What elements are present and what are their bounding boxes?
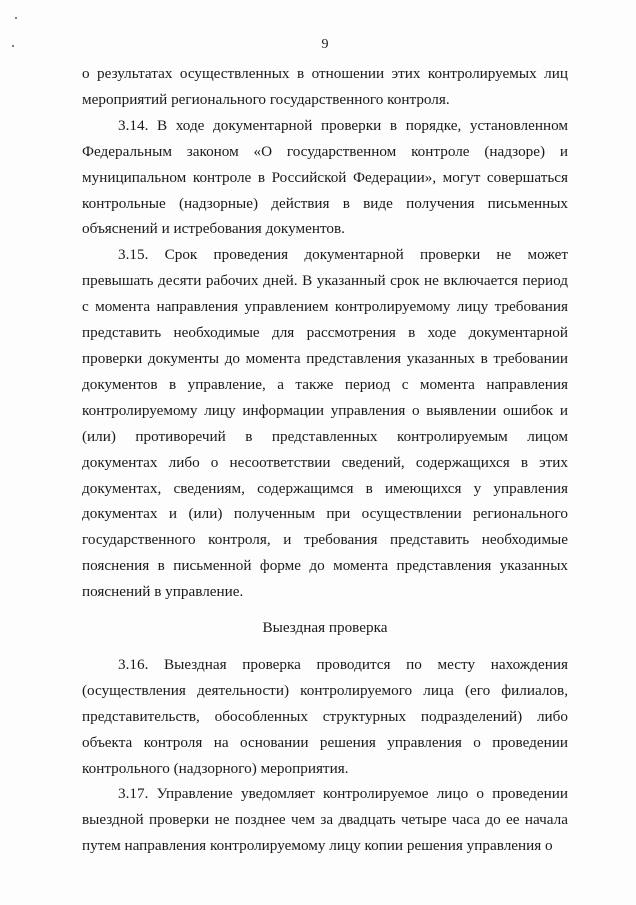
section-heading: Выездная проверка [262,619,388,637]
paragraph-3-17: 3.17. Управление уведомляет контролируемое лицо о проведении выездной проверки не позднее чем за двадцать четыре часа до ее начала путем направления контролируемому лицу копии решения управления о [82,785,568,855]
document-body [82,61,568,859]
scan-speck [15,17,17,19]
paragraph-3-15: 3.15. Срок проведения документарной проверки не может превышать десяти рабочих дней. В указанный срок не включается период с момента направления управлением контролируемому лицу требования представить необходимые для рассмотрения в ходе документарной проверки документы до момента представления указанных в требовании документов в управление, а также период с момента направления контролируемому лицу информации управления о выявлении ошибок и (или) противоречий в представленных контролируемым лицом документах либо о несоответствии сведений, содержащихся в этих документах, сведениям, содержащимся в имеющихся у управления документах и (или) полученным при осуществлении регионального государственного контроля, и требования представить необходимые пояснения в письменной форме до момента представления указанных пояснений в управление. [82,246,568,601]
page-number: 9 [321,37,329,52]
paragraph-3-14: 3.14. В ходе документарной проверки в порядке, установленном Федеральным законом «О государственном контроле (надзоре) и муниципальном контроле в Российской Федерации», могут совершаться контрольные (надзорные) действия в виде получения письменных объяснений и истребования документов. [82,116,568,238]
paragraph-continuation: о результатах осуществленных в отношении этих контролируемых лиц мероприятий регионального государственного контроля. [82,65,568,108]
paragraph-3-16: 3.16. Выездная проверка проводится по месту нахождения (осуществления деятельности) контролируемого лица (его филиалов, представительств, обособленных структурных подразделений) либо объекта контроля на основании решения управления о проведении контрольного (надзорного) мероприятия. [82,655,568,777]
